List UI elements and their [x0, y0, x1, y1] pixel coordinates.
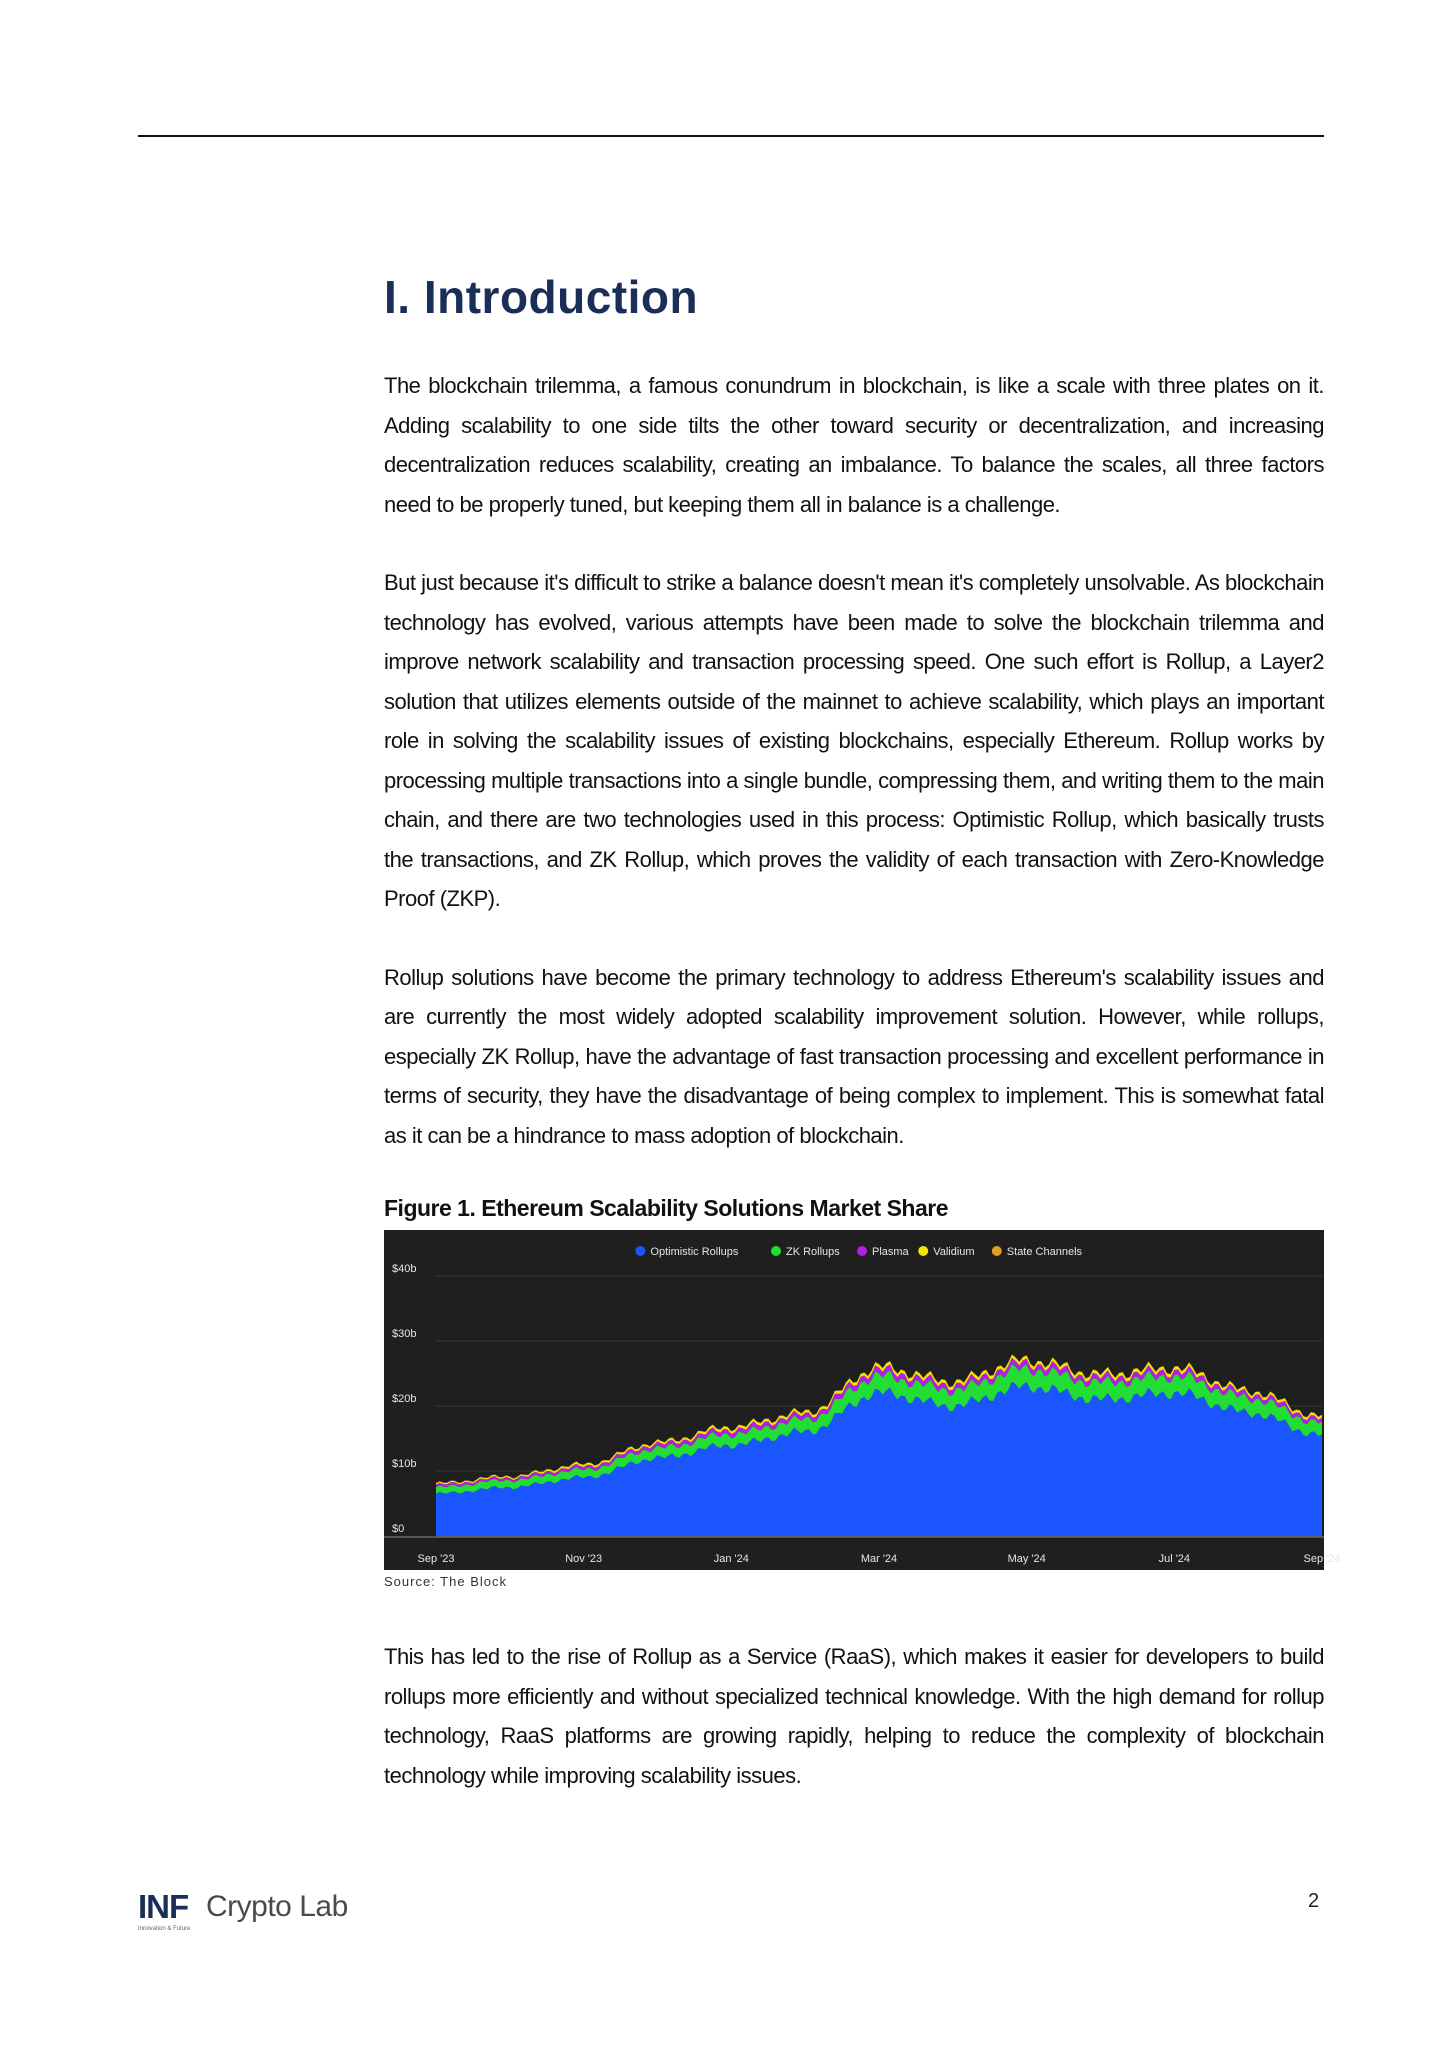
x-tick-label: Mar '24: [860, 1553, 898, 1565]
legend-label: Plasma: [872, 1246, 909, 1258]
x-tick-label: Sep '24: [1303, 1553, 1341, 1565]
paragraph-3: Rollup solutions have become the primary technology to address Ethereum's scalability issues and are currently the most widely adopted scalability improvement solution. However, while rollups, especially ZK Rollup, have the advantage of fast transaction processing and excellent performance in terms of security, they have the disadvantage of being complex to implement. This is somewhat fatal as it can be a hindrance to mass adoption of blockchain.: [384, 964, 1324, 1148]
legend-swatch: [857, 1246, 867, 1256]
legend-swatch: [635, 1246, 645, 1256]
legend-label: State Channels: [1006, 1246, 1083, 1258]
y-tick-label: $20b: [392, 1393, 417, 1405]
legend-swatch: [992, 1246, 1002, 1256]
y-tick-label: $0: [392, 1523, 405, 1535]
x-tick-label: Sep '23: [417, 1553, 455, 1565]
page-number: 2: [1308, 1890, 1320, 1912]
paragraph-4: This has led to the rise of Rollup as a Service (RaaS), which makes it easier for developers to build rollups more efficiently and without specialized technical knowledge. With the high demand for rollup technology, RaaS platforms are growing rapidly, helping to reduce the complexity of blockchain technology while improving scalability issues.: [384, 1644, 1324, 1788]
x-tick-label: Nov '23: [565, 1553, 603, 1565]
paragraph-1: The blockchain trilemma, a famous conundrum in blockchain, is like a scale with three plates on it. Adding scalability to one side tilts the other toward security or decentralization, and increasing decentralization reduces scalability, creating an imbalance. To balance the scales, all three factors need to be properly tuned, but keeping them all in balance is a challenge.: [384, 373, 1324, 517]
series-area-optimistic-rollups: [436, 1382, 1322, 1536]
chart-svg: [384, 1230, 1341, 1570]
paragraph-2: But just because it's difficult to strike a balance doesn't mean it's completely unsolvable. As blockchain technology has evolved, various attempts have been made to solve the blockchain trilemma and improve network scalability and transaction processing speed. One such effort is Rollup, a Layer2 solution that utilizes elements outside of the mainnet to achieve scalability, which plays an important role in solving the scalability issues of existing blockchains, especially Ethereum. Rollup works by processing multiple transactions into a single bundle, compressing them, and writing them to the main chain, and there are two technologies used in this process: Optimistic Rollup, which basically trusts the transactions, and ZK Rollup, which proves the validity of each transaction with Zero-Knowledge Proof (ZKP).: [384, 570, 1324, 911]
legend-label: Optimistic Rollups: [650, 1246, 739, 1258]
y-tick-label: $10b: [392, 1458, 417, 1470]
y-tick-label: $40b: [392, 1263, 417, 1275]
logo-lab-text: Crypto Lab: [206, 1890, 348, 1923]
figure-source: Source: The Block: [384, 1574, 507, 1589]
logo-tagline: Innovation & Future: [138, 1926, 191, 1932]
figure-title: Figure 1. Ethereum Scalability Solutions Market Share: [384, 1195, 948, 1221]
section-title: I. Introduction: [384, 271, 699, 323]
x-tick-label: Jan '24: [713, 1553, 749, 1565]
legend-swatch: [918, 1246, 928, 1256]
main-content: [384, 270, 1341, 1795]
legend-label: Validium: [933, 1246, 975, 1258]
logo-inf-text: INF: [138, 1888, 189, 1925]
y-tick-label: $30b: [392, 1328, 417, 1340]
x-tick-label: Jul '24: [1158, 1553, 1191, 1565]
top-rule: [138, 135, 1324, 137]
legend-label: ZK Rollups: [786, 1246, 840, 1258]
inf-crypto-lab-logo: [138, 1888, 368, 1936]
x-tick-label: May '24: [1007, 1553, 1046, 1565]
legend-swatch: [771, 1246, 781, 1256]
market-share-chart: [384, 1230, 1341, 1570]
